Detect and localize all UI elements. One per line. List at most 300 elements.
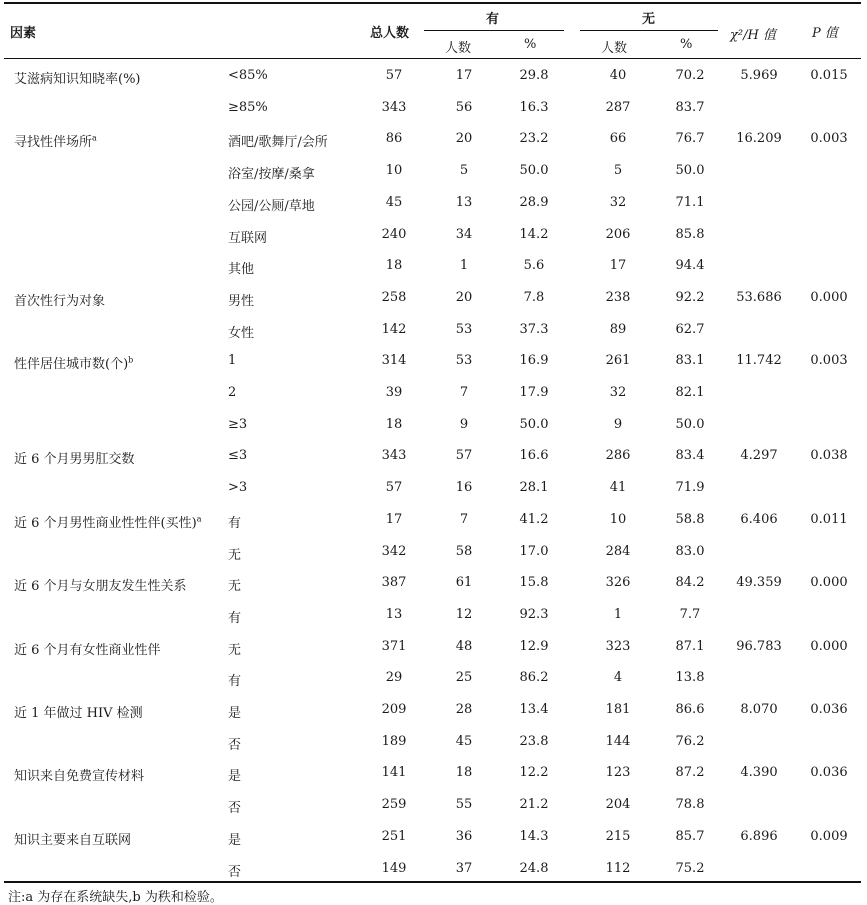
no-count-cell-text: 215 [605, 828, 631, 844]
yes-pct-cell [504, 480, 564, 495]
yes-pct-cell-text: 15.8 [519, 575, 549, 591]
total-cell [364, 195, 424, 210]
total-cell [364, 670, 424, 685]
yes-pct-cell-text: 17.9 [519, 385, 549, 400]
no-pct-cell-text: 71.9 [675, 480, 705, 496]
yes-count-cell-text: 16 [455, 480, 473, 496]
no-pct-cell-text: 86.6 [675, 702, 705, 717]
total-cell [364, 480, 424, 495]
chi-cell [724, 512, 794, 527]
chi-cell-text: 8.070 [740, 702, 778, 717]
yes-count-cell-text: 1 [459, 258, 469, 274]
yes-pct-cell [504, 131, 564, 146]
table-row [4, 696, 861, 726]
no-count-cell [588, 734, 648, 749]
total-cell [364, 861, 424, 876]
no-pct-cell-text: 50.0 [675, 163, 705, 179]
no-count-cell-text: 4 [613, 670, 623, 686]
no-pct-cell [660, 258, 720, 273]
no-count-cell [588, 227, 648, 242]
total-cell [364, 258, 424, 273]
level-cell-text: ≤3 [228, 448, 248, 464]
level-cell-text: 酒吧/歌舞厅/会所 [228, 135, 328, 151]
yes-pct-cell-text: 50.0 [519, 163, 549, 179]
level-cell [228, 765, 368, 784]
p-cell-text: 0.036 [810, 765, 848, 781]
total-cell [364, 290, 424, 305]
total-cell-text: 240 [381, 226, 407, 242]
no-count-cell-text: 206 [605, 226, 631, 242]
level-cell-text: 有 [228, 674, 242, 690]
level-cell-text: 浴室/按摩/桑拿 [228, 167, 315, 183]
yes-count-cell [434, 765, 494, 780]
chi-cell-text: 4.297 [740, 448, 778, 464]
no-pct-cell-text: 78.8 [675, 797, 705, 813]
level-cell [228, 68, 368, 83]
level-cell [228, 290, 368, 309]
yes-count-cell [434, 385, 494, 400]
table-row [4, 506, 861, 536]
total-cell-text: 29 [385, 670, 403, 686]
no-pct-cell [660, 322, 720, 337]
level-cell-text: 无 [228, 547, 242, 563]
factor-cell [14, 131, 224, 150]
no-count-cell [588, 829, 648, 844]
no-pct-cell [660, 765, 720, 780]
header-yes-pct: % [524, 37, 537, 52]
level-cell [228, 607, 368, 626]
p-cell-text: 0.000 [810, 289, 848, 305]
no-count-cell-text: 284 [605, 543, 631, 559]
header-yes-group: 有 [486, 12, 500, 27]
no-count-cell [588, 607, 648, 622]
table-row [4, 569, 861, 599]
level-cell-text: 女性 [228, 325, 255, 341]
level-cell-text: 公园/公厕/草地 [228, 198, 315, 214]
p-cell [799, 702, 859, 717]
yes-pct-cell-text: 24.8 [519, 860, 549, 876]
total-cell [364, 68, 424, 83]
yes-count-cell-text: 45 [455, 733, 473, 749]
yes-pct-cell-text: 13.4 [519, 702, 549, 717]
yes-pct-cell-text: 17.0 [519, 543, 549, 559]
group-rule-no [580, 30, 718, 31]
no-pct-cell [660, 797, 720, 812]
factor-cell-text: 首次性行为对象 [14, 293, 106, 309]
p-cell-text: 0.000 [810, 638, 848, 654]
total-cell [364, 797, 424, 812]
total-cell [364, 734, 424, 749]
no-count-cell-text: 89 [609, 321, 627, 337]
no-count-cell [588, 861, 648, 876]
factor-cell-text: 近 6 个月男性商业性性伴(买性) [14, 515, 197, 531]
table-row [4, 728, 861, 758]
total-cell-text: 13 [385, 606, 403, 622]
yes-pct-cell-text: 86.2 [519, 670, 549, 686]
table-row [4, 284, 861, 314]
table-row [4, 538, 861, 568]
total-cell [364, 131, 424, 146]
no-count-cell [588, 353, 648, 368]
p-cell-text: 0.003 [810, 353, 848, 369]
no-count-cell [588, 480, 648, 495]
chi-cell [724, 702, 794, 717]
no-pct-cell-text: 87.2 [675, 765, 705, 781]
total-cell-text: 251 [381, 828, 407, 844]
yes-pct-cell [504, 290, 564, 305]
no-pct-cell-text: 82.1 [675, 385, 705, 400]
level-cell [228, 322, 368, 341]
level-cell [228, 131, 368, 150]
level-cell [228, 417, 368, 432]
no-pct-cell [660, 544, 720, 559]
level-cell [228, 480, 368, 495]
no-count-cell-text: 144 [605, 733, 631, 749]
total-cell-text: 149 [381, 860, 407, 876]
header-no-group: 无 [642, 12, 656, 27]
no-count-cell-text: 323 [605, 638, 631, 654]
level-cell [228, 100, 368, 115]
table-row [4, 601, 861, 631]
no-pct-cell-text: 85.8 [675, 226, 705, 242]
yes-pct-cell [504, 734, 564, 749]
yes-count-cell-text: 34 [455, 226, 473, 242]
level-cell-text: 是 [228, 832, 242, 848]
yes-count-cell [434, 68, 494, 83]
total-cell [364, 607, 424, 622]
factor-cell-text: 寻找性伴场所 [14, 135, 93, 151]
p-cell-text: 0.036 [810, 702, 848, 717]
chi-cell-text: 5.969 [740, 68, 778, 83]
level-cell [228, 258, 368, 277]
yes-count-cell-text: 25 [455, 670, 473, 686]
no-pct-cell-text: 92.2 [675, 289, 705, 305]
factor-cell [14, 290, 224, 309]
yes-count-cell-text: 61 [455, 575, 473, 591]
no-count-cell-text: 32 [609, 194, 627, 210]
chi-cell-text: 6.896 [740, 828, 778, 844]
table-row [4, 823, 861, 853]
factor-cell [14, 639, 224, 658]
chi-cell-text: 16.209 [736, 131, 782, 147]
yes-count-cell [434, 163, 494, 178]
total-cell-text: 259 [381, 797, 407, 813]
total-cell [364, 702, 424, 717]
yes-pct-cell-text: 5.6 [523, 258, 545, 274]
no-count-cell [588, 195, 648, 210]
chi-cell-text: 49.359 [736, 575, 782, 591]
no-count-cell [588, 512, 648, 527]
no-count-cell [588, 290, 648, 305]
no-pct-cell-text: 85.7 [675, 828, 705, 844]
no-count-cell-text: 261 [605, 353, 631, 369]
factor-cell [14, 829, 224, 848]
no-count-cell [588, 702, 648, 717]
total-cell-text: 387 [381, 575, 407, 591]
yes-pct-cell [504, 765, 564, 780]
no-count-cell [588, 575, 648, 590]
no-pct-cell-text: 71.1 [675, 194, 705, 210]
total-cell-text: 142 [381, 321, 407, 337]
chi-cell [724, 448, 794, 463]
no-pct-cell-text: 83.4 [675, 448, 705, 464]
total-cell [364, 829, 424, 844]
yes-count-cell-text: 9 [459, 416, 469, 432]
chi-cell [724, 131, 794, 146]
yes-count-cell-text: 12 [455, 606, 473, 622]
level-cell [228, 734, 368, 753]
yes-pct-cell-text: 28.9 [519, 194, 549, 210]
no-count-cell-text: 286 [605, 448, 631, 464]
no-count-cell-text: 326 [605, 575, 631, 591]
no-count-cell-text: 10 [609, 511, 627, 527]
yes-count-cell-text: 53 [455, 353, 473, 369]
yes-count-cell [434, 227, 494, 242]
yes-count-cell-text: 37 [455, 860, 473, 876]
yes-count-cell [434, 417, 494, 432]
yes-pct-cell-text: 16.6 [519, 448, 549, 464]
p-cell-text: 0.000 [810, 575, 848, 591]
no-count-cell-text: 204 [605, 797, 631, 813]
level-cell-text: 是 [228, 706, 242, 721]
yes-pct-cell [504, 353, 564, 368]
yes-count-cell [434, 829, 494, 844]
level-cell-text: 互联网 [228, 230, 268, 246]
chi-cell [724, 575, 794, 590]
p-cell [799, 575, 859, 590]
table-row [4, 855, 861, 885]
yes-pct-cell-text: 21.2 [519, 797, 549, 813]
p-cell [799, 512, 859, 527]
p-cell-text: 0.003 [810, 131, 848, 147]
no-pct-cell-text: 83.7 [675, 99, 705, 115]
table-row [4, 62, 861, 92]
no-count-cell [588, 68, 648, 83]
yes-count-cell [434, 195, 494, 210]
no-pct-cell [660, 829, 720, 844]
no-count-cell [588, 797, 648, 812]
yes-pct-cell [504, 512, 564, 527]
no-pct-cell-text: 87.1 [675, 638, 705, 654]
no-count-cell-text: 123 [605, 765, 631, 781]
yes-pct-cell-text: 14.2 [519, 226, 549, 242]
total-cell-text: 371 [381, 638, 407, 654]
no-count-cell-text: 112 [605, 860, 631, 876]
no-pct-cell-text: 83.0 [675, 543, 705, 559]
yes-pct-cell-text: 92.3 [519, 606, 549, 622]
level-cell [228, 512, 368, 531]
header-yes-count: 人数 [445, 41, 472, 56]
no-pct-cell [660, 480, 720, 495]
total-cell [364, 353, 424, 368]
yes-count-cell-text: 36 [455, 828, 473, 844]
yes-count-cell-text: 13 [455, 194, 473, 210]
yes-pct-cell [504, 544, 564, 559]
yes-count-cell-text: 58 [455, 543, 473, 559]
yes-pct-cell-text: 12.2 [519, 765, 549, 781]
no-pct-cell [660, 385, 720, 400]
level-cell-text: >3 [228, 480, 248, 496]
level-cell [228, 163, 368, 182]
yes-pct-cell [504, 163, 564, 178]
no-pct-cell-text: 76.7 [675, 131, 705, 147]
table-row [4, 157, 861, 187]
yes-count-cell-text: 55 [455, 797, 473, 813]
no-count-cell [588, 765, 648, 780]
table-row [4, 252, 861, 282]
level-cell [228, 353, 368, 368]
yes-count-cell [434, 544, 494, 559]
total-cell [364, 322, 424, 337]
no-pct-cell [660, 195, 720, 210]
no-count-cell-text: 40 [609, 68, 627, 83]
no-count-cell [588, 258, 648, 273]
no-pct-cell [660, 639, 720, 654]
level-cell [228, 575, 368, 594]
no-count-cell-text: 17 [609, 258, 627, 274]
no-pct-cell [660, 227, 720, 242]
p-cell [799, 829, 859, 844]
factor-cell [14, 765, 224, 784]
no-pct-cell-text: 83.1 [675, 353, 705, 369]
total-cell-text: 39 [385, 385, 403, 400]
no-count-cell-text: 66 [609, 131, 627, 147]
yes-count-cell [434, 353, 494, 368]
yes-pct-cell-text: 23.2 [519, 131, 549, 147]
p-cell-text: 0.038 [810, 448, 848, 464]
total-cell-text: 10 [385, 163, 403, 179]
total-cell-text: 209 [381, 702, 407, 717]
no-count-cell-text: 32 [609, 385, 627, 400]
total-cell [364, 417, 424, 432]
total-cell-text: 18 [385, 416, 403, 432]
top-rule [4, 2, 861, 4]
yes-count-cell-text: 18 [455, 765, 473, 781]
header-no-pct: % [680, 37, 693, 52]
yes-pct-cell [504, 258, 564, 273]
yes-count-cell [434, 290, 494, 305]
no-count-cell-text: 5 [613, 163, 623, 179]
yes-pct-cell-text: 14.3 [519, 828, 549, 844]
total-cell-text: 342 [381, 543, 407, 559]
total-cell [364, 575, 424, 590]
yes-pct-cell-text: 16.3 [519, 99, 549, 115]
level-cell-text: 是 [228, 769, 242, 785]
table-row [4, 759, 861, 789]
p-cell [799, 448, 859, 463]
no-count-cell-text: 181 [605, 702, 631, 717]
no-pct-cell-text: 84.2 [675, 575, 705, 591]
yes-pct-cell [504, 702, 564, 717]
yes-count-cell [434, 100, 494, 115]
total-cell [364, 385, 424, 400]
level-cell-text: <85% [228, 68, 268, 83]
yes-count-cell [434, 575, 494, 590]
no-count-cell [588, 100, 648, 115]
no-pct-cell-text: 70.2 [675, 68, 705, 83]
no-count-cell-text: 287 [605, 99, 631, 115]
no-count-cell [588, 448, 648, 463]
table-row [4, 411, 861, 441]
factor-cell-text: 近 6 个月有女性商业性伴 [14, 642, 161, 658]
yes-count-cell-text: 53 [455, 321, 473, 337]
yes-count-cell-text: 56 [455, 99, 473, 115]
no-count-cell [588, 670, 648, 685]
yes-pct-cell-text: 12.9 [519, 638, 549, 654]
yes-pct-cell [504, 670, 564, 685]
table-row [4, 347, 861, 377]
yes-count-cell [434, 639, 494, 654]
table-row [4, 125, 861, 155]
yes-count-cell [434, 512, 494, 527]
factor-cell-text: 近 1 年做过 HIV 检测 [14, 706, 143, 721]
yes-count-cell [434, 480, 494, 495]
factor-cell [14, 512, 224, 531]
no-pct-cell [660, 575, 720, 590]
yes-count-cell-text: 57 [455, 448, 473, 464]
header-chi: χ²/H 值 [730, 28, 776, 43]
footnote-marker: a [196, 514, 202, 524]
factor-cell [14, 68, 224, 87]
total-cell [364, 765, 424, 780]
level-cell [228, 544, 368, 563]
table-row [4, 474, 861, 504]
total-cell [364, 163, 424, 178]
no-count-cell [588, 385, 648, 400]
level-cell-text: 男性 [228, 293, 255, 309]
factor-cell-text: 性伴居住城市数(个) [14, 357, 129, 373]
no-pct-cell-text: 62.7 [675, 321, 705, 337]
level-cell-text: 2 [228, 385, 237, 400]
p-cell [799, 765, 859, 780]
chi-cell [724, 353, 794, 368]
no-count-cell-text: 9 [613, 416, 623, 432]
yes-count-cell-text: 17 [455, 68, 473, 83]
yes-count-cell [434, 797, 494, 812]
level-cell-text: 其他 [228, 262, 255, 278]
header-factor: 因素 [10, 26, 37, 41]
table-note: 注:a 为存在系统缺失,b 为秩和检验。 [8, 890, 223, 905]
table-row [4, 221, 861, 251]
chi-cell [724, 829, 794, 844]
no-pct-cell-text: 7.7 [679, 606, 701, 622]
yes-pct-cell-text: 7.8 [523, 289, 545, 305]
footnote-marker: a [92, 134, 97, 144]
p-cell [799, 639, 859, 654]
level-cell-text: 无 [228, 579, 242, 595]
level-cell [228, 227, 368, 246]
factor-cell [14, 575, 224, 594]
no-pct-cell-text: 58.8 [675, 511, 705, 527]
yes-pct-cell [504, 100, 564, 115]
yes-pct-cell [504, 385, 564, 400]
header-p-label: P 值 [812, 26, 838, 41]
yes-count-cell [434, 734, 494, 749]
no-pct-cell [660, 861, 720, 876]
no-pct-cell [660, 512, 720, 527]
header-p [812, 22, 838, 41]
no-pct-cell [660, 702, 720, 717]
level-cell-text: ≥3 [228, 416, 248, 432]
level-cell [228, 639, 368, 658]
factor-cell [14, 353, 224, 372]
yes-pct-cell [504, 607, 564, 622]
yes-pct-cell [504, 227, 564, 242]
level-cell-text: 否 [228, 737, 242, 753]
yes-count-cell-text: 7 [459, 385, 469, 400]
p-cell [799, 131, 859, 146]
yes-pct-cell-text: 23.8 [519, 733, 549, 749]
